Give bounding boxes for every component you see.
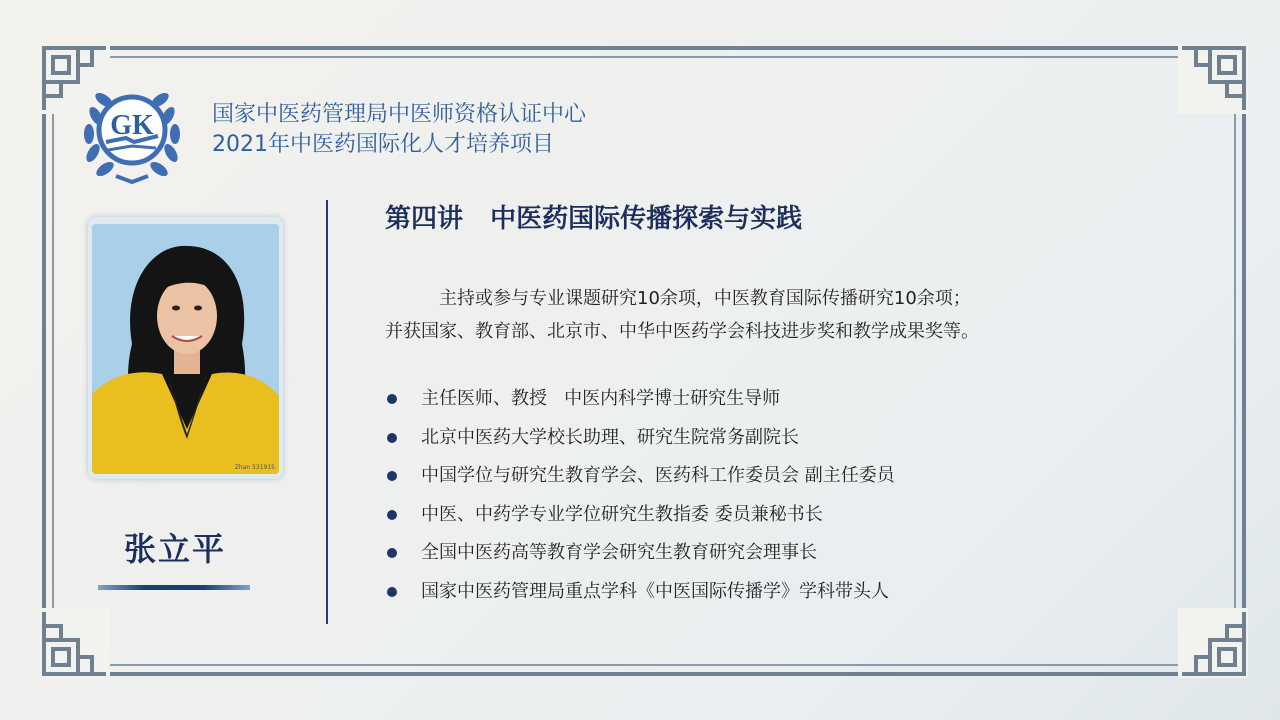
list-item — [385, 539, 895, 578]
bullet-dot-icon — [387, 394, 397, 404]
list-item-text: 中国学位与研究生教育学会、医药科工作委员会 副主任委员 — [421, 465, 895, 486]
logo-text: GK — [110, 110, 154, 141]
list-item-text: 国家中医药管理局重点学科《中医国际传播学》学科带头人 — [421, 580, 889, 602]
bullet-dot-icon — [387, 587, 397, 597]
bullet-dot-icon — [387, 471, 397, 481]
list-item — [385, 462, 895, 501]
credentials-list — [385, 385, 895, 616]
bullet-dot-icon — [387, 510, 397, 520]
bullet-dot-icon — [387, 433, 397, 443]
corner-ornament-top-right — [1178, 44, 1248, 114]
lecture-title: 第四讲 中医药国际传播探索与实践 — [385, 204, 803, 234]
speaker-name: 张立平 — [123, 530, 226, 568]
name-underline — [98, 585, 250, 590]
lecture-summary — [385, 282, 1145, 348]
corner-ornament-bottom-left — [40, 608, 110, 678]
list-item-text: 全国中医药高等教育学会研究生教育研究会理事长 — [421, 542, 817, 563]
program-name: 2021年中医药国际化人才培养项目 — [212, 132, 554, 157]
list-item-text: 中医、中药学专业学位研究生教指委 委员兼秘书长 — [421, 503, 823, 525]
bullet-dot-icon — [387, 548, 397, 558]
corner-ornament-bottom-right — [1178, 608, 1248, 678]
list-item — [385, 501, 895, 540]
list-item — [385, 424, 895, 463]
org-name: 国家中医药管理局中医师资格认证中心 — [212, 102, 587, 127]
organization-heading — [212, 100, 586, 160]
summary-line-1: 主持或参与专业课题研究10余项，中医教育国际传播研究10余项； — [439, 288, 971, 309]
list-item-text: 北京中医药大学校长助理、研究生院常务副院长 — [421, 426, 799, 448]
vertical-divider — [326, 200, 328, 624]
speaker-photo — [92, 224, 279, 474]
photo-caption: Zhan 531915 — [234, 464, 275, 471]
list-item — [385, 578, 895, 617]
gk-logo — [76, 76, 188, 188]
list-item — [385, 385, 895, 424]
list-item-text: 主任医师、教授 中医内科学博士研究生导师 — [421, 388, 781, 409]
summary-line-2: 并获国家、教育部、北京市、中华中医药学会科技进步奖和教学成果奖等。 — [385, 321, 979, 342]
